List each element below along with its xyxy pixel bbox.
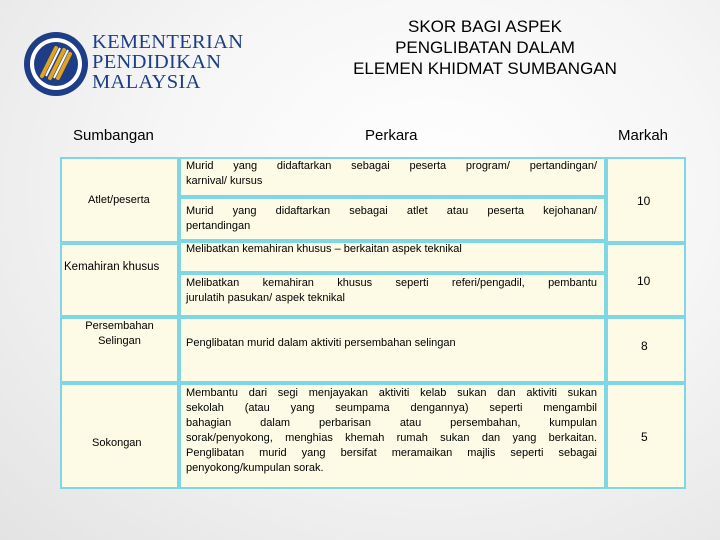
title-line-1: SKOR BAGI ASPEK — [407, 17, 562, 36]
kemahiran-item-2-line-1: Melibatkan kemahiran khusus seperti referi/pengadil, pembantu — [186, 277, 597, 289]
header-sumbangan: Sumbangan — [73, 127, 154, 144]
label-sokongan: Sokongan — [92, 437, 142, 449]
sokongan-line-5: Penglibatan murid yang bersifat meramaikan majlis seperti sebagai — [186, 447, 597, 459]
label-persembahan — [64, 319, 175, 349]
kemahiran-item-1-text: Melibatkan kemahiran khusus – berkaitan aspek teknikal — [186, 243, 462, 255]
label-atlet: Atlet/peserta — [88, 194, 150, 206]
sokongan-line-1: Membantu dari segi menjayakan aktiviti kelab sukan dan aktiviti sukan — [186, 387, 597, 399]
kemahiran-item-2-text — [186, 276, 597, 306]
header-perkara: Perkara — [365, 127, 418, 144]
markah-atlet: 10 — [637, 194, 651, 208]
ministry-crest-icon — [22, 30, 90, 98]
page-title — [300, 16, 670, 79]
ministry-logo — [22, 30, 247, 100]
title-line-3: ELEMEN KHIDMAT SUMBANGAN — [353, 59, 617, 78]
atlet-item-1-text — [186, 159, 597, 189]
markah-sokongan: 5 — [641, 430, 648, 444]
title-line-2: PENGLIBATAN DALAM — [395, 38, 575, 57]
ministry-name — [92, 32, 243, 92]
atlet-item-2-line-2: pertandingan — [186, 220, 251, 232]
atlet-item-2-line-1: Murid yang didaftarkan sebagai atlet atau peserta kejohanan/ — [186, 205, 597, 217]
logo-line-2: PENDIDIKAN — [92, 51, 222, 73]
persembahan-item-text: Penglibatan murid dalam aktiviti persembahan selingan — [186, 337, 456, 349]
header-markah: Markah — [618, 127, 669, 144]
kemahiran-item-2-line-2: jurulatih pasukan/ aspek teknikal — [186, 292, 345, 304]
markah-persembahan: 8 — [641, 339, 648, 353]
sokongan-line-3: bahagian dalam perbarisan atau persembahan, kumpulan — [186, 417, 597, 429]
logo-line-1: KEMENTERIAN — [92, 31, 244, 53]
atlet-item-1-line-2: karnival/ kursus — [186, 175, 263, 187]
atlet-item-2-text — [186, 204, 597, 234]
label-kemahiran: Kemahiran khusus — [64, 261, 160, 273]
sokongan-line-6: penyokong/kumpulan sorak. — [186, 462, 324, 474]
sokongan-line-2: sekolah (atau yang seumpama dengannya) seperti mengambil — [186, 402, 597, 414]
atlet-item-1-line-1: Murid yang didaftarkan sebagai peserta program/ pertandingan/ — [186, 160, 597, 172]
label-persembahan-line-2: Selingan — [98, 335, 141, 347]
label-persembahan-line-1: Persembahan — [85, 320, 154, 332]
sokongan-line-4: sorak/penyokong, menghias khemah rumah sukan dan yang berkaitan. — [186, 432, 597, 444]
logo-line-3: MALAYSIA — [92, 71, 201, 93]
markah-kemahiran: 10 — [637, 274, 651, 288]
cell-kemahiran-label — [60, 243, 179, 317]
sokongan-item-text — [186, 386, 597, 476]
